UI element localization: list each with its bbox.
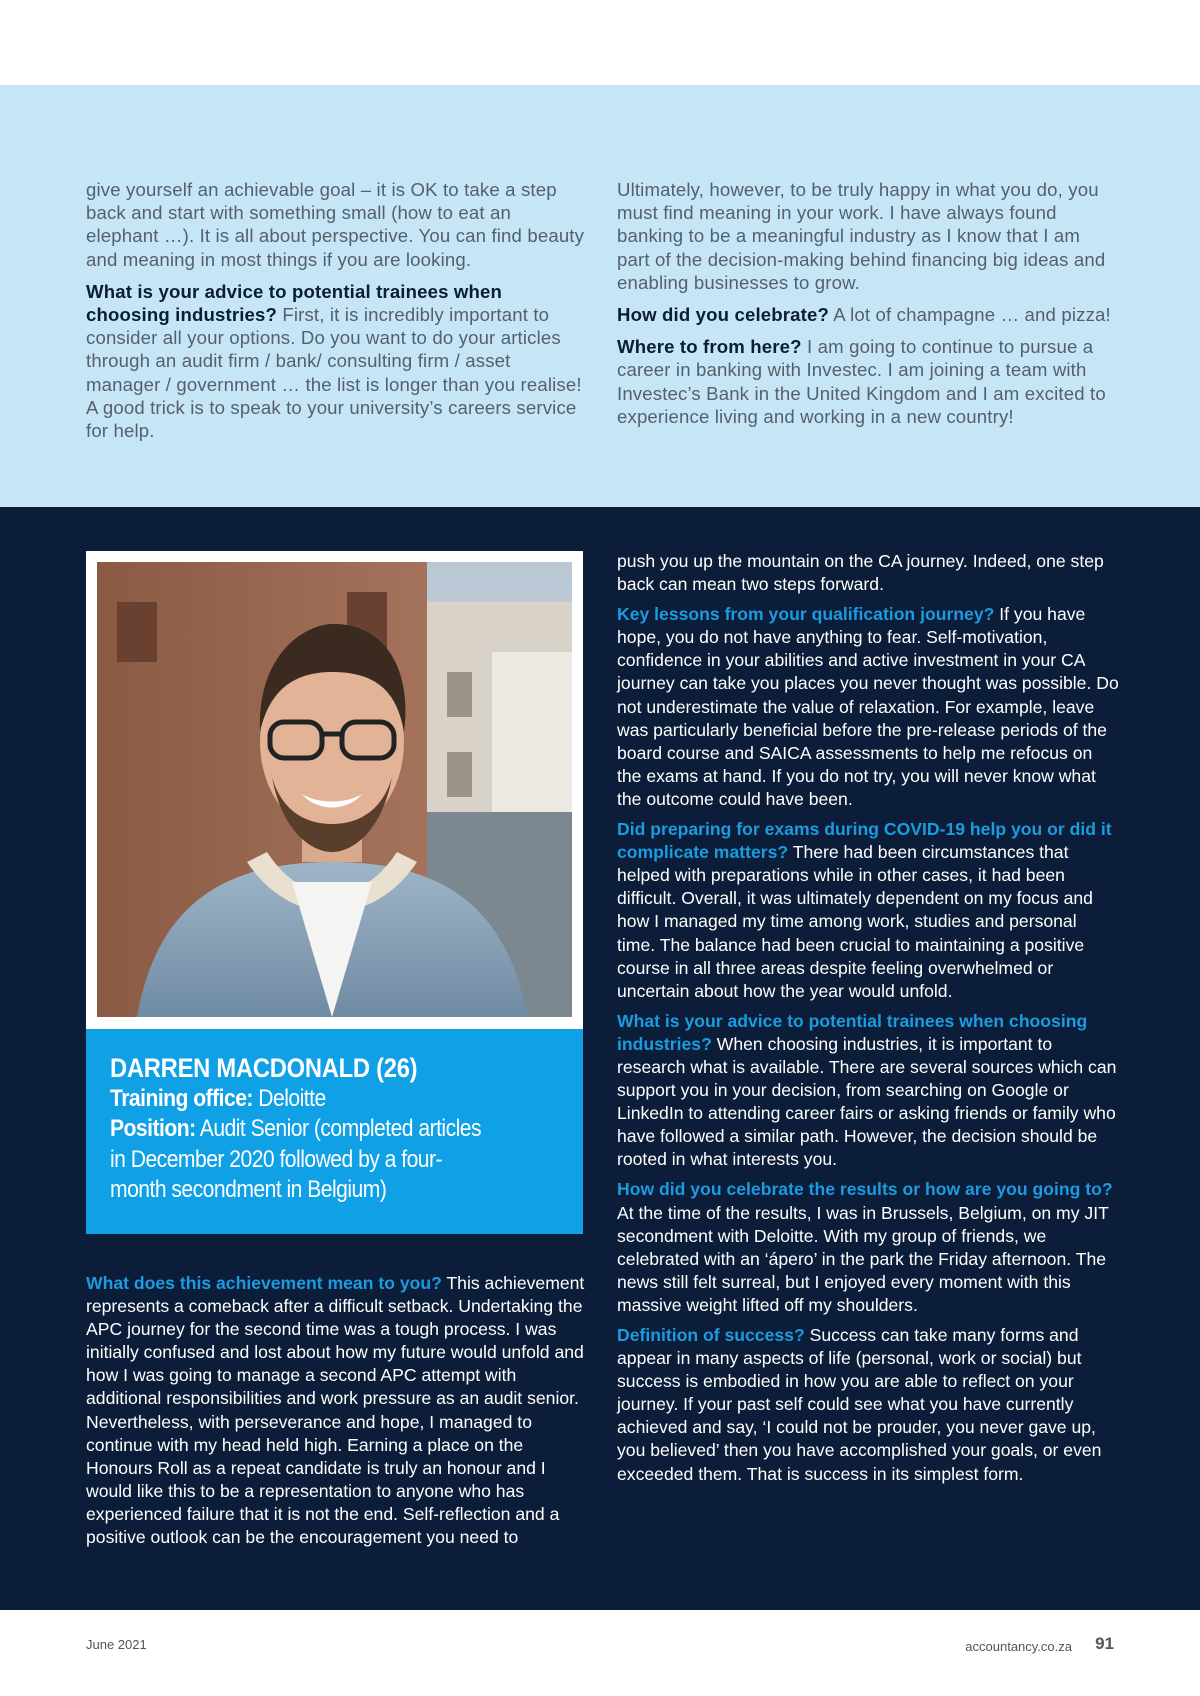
qa-paragraph (617, 303, 1117, 326)
qa-paragraph (86, 280, 586, 442)
qa-paragraph (617, 818, 1119, 1003)
bottom-left-column (86, 1272, 589, 1556)
question: What is your advice to potential trainees when choosing industries? (617, 1010, 1088, 1054)
footer-site-link[interactable]: accountancy.co.za (965, 1639, 1072, 1654)
footer-date: June 2021 (86, 1637, 147, 1652)
paragraph (617, 178, 1117, 294)
question: What is your advice to potential trainees when choosing industries? (86, 280, 503, 326)
top-left-column (86, 178, 586, 451)
paragraph-text: push you up the mountain on the CA journey. Indeed, one step back can mean two steps forward. (617, 551, 1104, 595)
top-right-column (617, 178, 1117, 437)
page-number: 91 (1095, 1634, 1114, 1653)
training-office-value: Deloitte (252, 1084, 326, 1112)
training-office-label: Training office: (110, 1084, 253, 1112)
qa-paragraph (617, 1324, 1119, 1486)
qa-paragraph (617, 603, 1119, 811)
question: Where to from here? (617, 336, 802, 358)
profile-photo-frame (86, 551, 583, 1029)
answer: First, it is incredibly important to consider all your options. Do you want to do your articles through an audit firm / bank/ consulting firm / asset manager / government … the list is longer than you realise! A good trick is to speak to your university’s careers service for help. (86, 304, 582, 442)
paragraph-text: give yourself an achievable goal – it is OK to take a step back and start with something small (how to eat an elephant …). It is all about perspective. You can find beauty and meaning in most things if you are looking. (86, 179, 585, 270)
answer: This achievement represents a comeback after a difficult setback. Undertaking the APC journey for the second time was a tough process. I was initially confused and lost about how my future would unfold and how I was going to manage a second APC attempt with additional responsibilities and work pressure as an audit senior. Nevertheless, with perseverance and hope, I managed to continue with my head held high. Earning a place on the Honours Roll as a repeat candidate is truly an honour and I would like this to be a representation to anyone who has experienced failure that it is not the end. Self-reflection and a positive outlook can be the encouragement you need to (86, 1273, 585, 1548)
answer: There had been circumstances that helped with preparations while in other cases, it had been difficult. Overall, it was ultimately dependent on my focus and how I managed my time among work, studies and personal time. The balance had been crucial to maintaining a positive course in all three areas despite feeling overwhelmed or uncertain about how the year would unfold. (617, 842, 1093, 1001)
position-label: Position: (110, 1115, 196, 1142)
paragraph (617, 550, 1119, 596)
profile-photo (97, 562, 572, 1017)
bottom-right-column (617, 550, 1119, 1493)
profile-namecard (86, 1029, 583, 1234)
namecard-text (110, 1053, 568, 1206)
position-line (110, 1114, 497, 1206)
answer: A lot of champagne … and pizza! (829, 304, 1111, 326)
training-office-line (110, 1084, 568, 1115)
answer: If you have hope, you do not have anything to fear. Self-motivation, confidence in your abilities and active investment in your CA journey can take you places you never thought was possible. Do not underestimate the value of relaxation. For example, leave was particularly beneficial before the pre-release periods of the board course and SAICA assessments to help me refocus on the exams at hand. If you do not try, you will never know what the outcome could have been. (617, 604, 1119, 809)
position-value: Audit Senior (completed articles in December 2020 followed by a four-month secondment in Belgium) (110, 1115, 482, 1203)
question: What does this achievement mean to you? (86, 1273, 442, 1293)
answer: When choosing industries, it is important to research what is available. There are several sources which can support you in your decision, from searching on Google or LinkedIn to attending career fairs or asking friends or family who have followed a similar path. However, the decision should be rooted in what interests you. (617, 1033, 1117, 1170)
qa-paragraph (617, 1178, 1119, 1317)
answer: Success can take many forms and appear in many aspects of life (personal, work or social) but success is embodied in how you are able to reflect on your journey. If your past self could see what you have currently achieved and say, ‘I could not be prouder, you never gave up, you believed’ then you have accomplished your goals, or even exceeded them. That is success in its simplest form. (617, 1325, 1102, 1484)
paragraph-text: Ultimately, however, to be truly happy in what you do, you must find meaning in your work. I have always found banking to be a meaningful industry as I know that I am part of the decision-making behind financing big ideas and enabling businesses to grow. (617, 179, 1106, 293)
top-margin (0, 0, 1200, 85)
question: Key lessons from your qualification journey? (617, 604, 995, 625)
profile-name: DARREN MACDONALD (26) (110, 1053, 418, 1083)
qa-paragraph (617, 1010, 1119, 1172)
question: Did preparing for exams during COVID-19 help you or did it complicate matters? (617, 819, 1112, 863)
answer: I am going to continue to pursue a career in banking with Investec. I am joining a team with Investec’s Bank in the United Kingdom and I am excited to experience living and working in a new country! (617, 336, 1106, 427)
answer: At the time of the results, I was in Brussels, Belgium, on my JIT secondment with Deloitte. With my group of friends, we celebrated with an ‘ápero’ in the park the Friday afternoon. The news still felt surreal, but I enjoyed every moment with this massive weight lifted off my shoulders. (617, 1202, 1109, 1315)
qa-paragraph (86, 1272, 589, 1549)
paragraph (86, 178, 586, 271)
qa-paragraph (617, 335, 1117, 428)
question: How did you celebrate? (617, 304, 829, 326)
question: Definition of success? (617, 1325, 805, 1345)
question: How did you celebrate the results or how are you going to? (617, 1179, 1113, 1200)
